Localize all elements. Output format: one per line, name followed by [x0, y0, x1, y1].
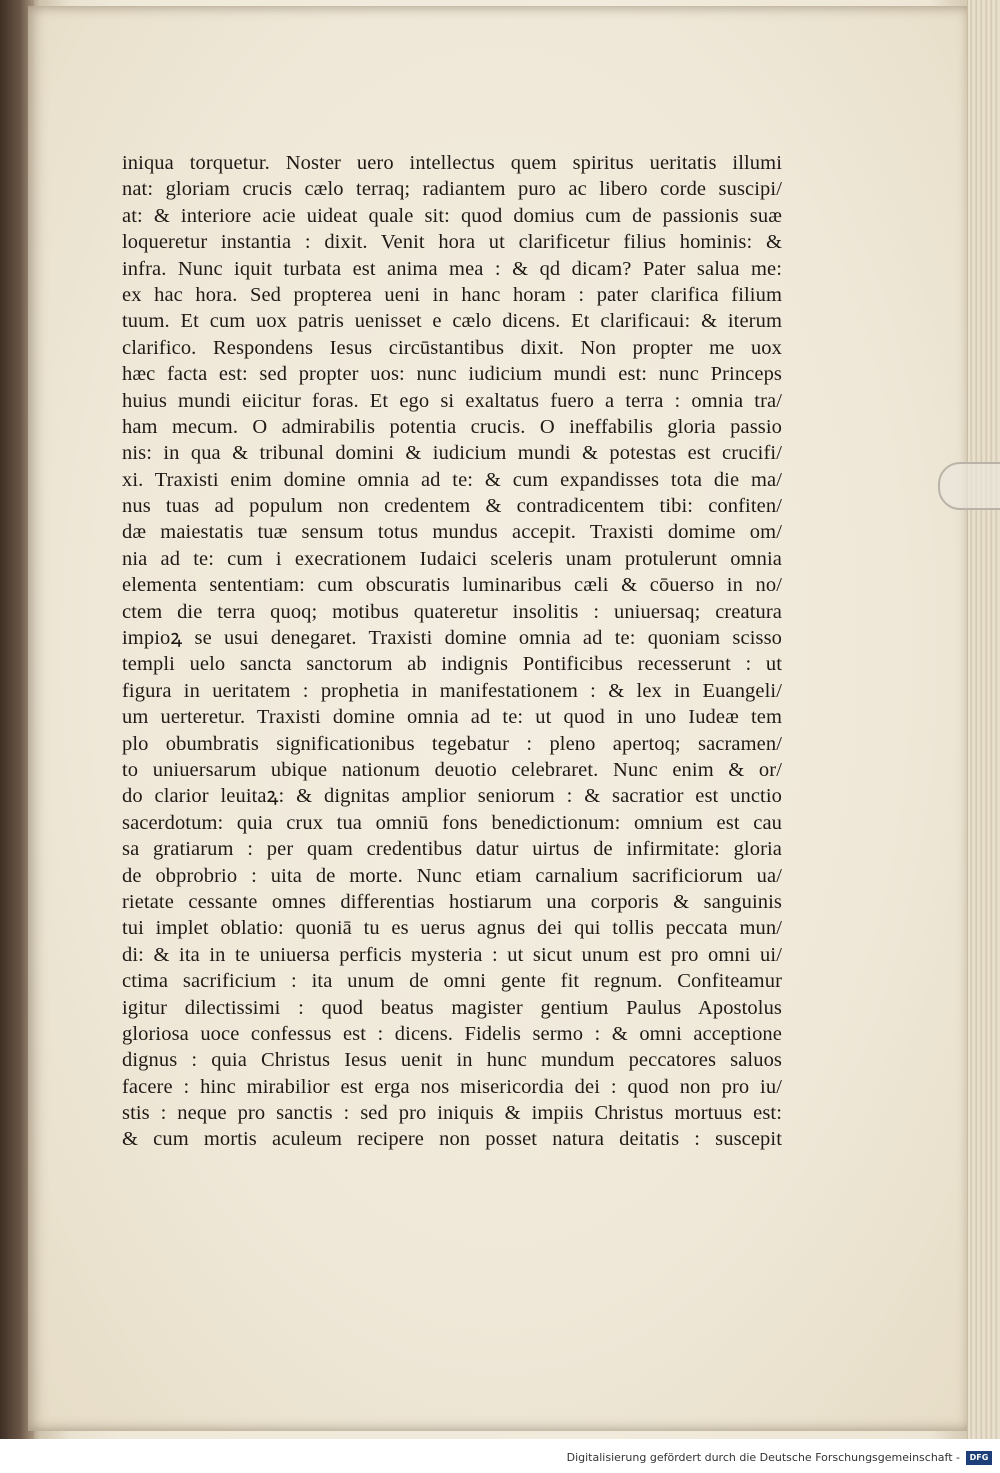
text-line: infra. Nunc iquit turbata est anima mea : & qd dicam? Pater salua me: — [122, 257, 782, 280]
text-line: iniqua torquetur. Noster uero intellectus quem spiritus ueritatis illumi — [122, 152, 782, 174]
text-line: nat: gloriam crucis cælo terraq; radiantem puro ac libero corde suscipi/ — [122, 178, 782, 201]
text-line: sacerdotum: quia crux tua omniū fons benedictionum: omnium est cau — [122, 811, 782, 834]
text-line: huius mundi eiicitur foras. Et ego si exaltatus fuero a terra : omnia tra/ — [122, 389, 782, 412]
footer-bar — [0, 1439, 1000, 1473]
text-line: figura in ueritatem : prophetia in manifestationem : & lex in Euangeli/ — [122, 679, 782, 702]
text-column — [122, 150, 782, 1153]
dfg-logo-icon: DFG — [966, 1451, 992, 1465]
text-line: nus tuas ad populum non credentem & contradicentem tibi: confiten/ — [122, 495, 782, 518]
text-line: tui implet oblatio: quoniā tu es uerus agnus dei qui tollis peccata mun/ — [122, 917, 782, 940]
text-line: nia ad te: cum i execrationem Iudaici sceleris unam protulerunt omnia — [122, 547, 782, 570]
text-line: ham mecum. O admirabilis potentia crucis. O ineffabilis gloria passio — [122, 415, 782, 438]
funding-notice: Digitalisierung gefördert durch die Deutsche Forschungsgemeinschaft - — [566, 1451, 960, 1464]
text-line: ctem die terra quoq; motibus quateretur insolitis : uniuersaq; creatura — [122, 600, 782, 623]
text-line: facere : hinc mirabilior est erga nos misericordia dei : quod non pro iu/ — [122, 1075, 782, 1098]
text-line: sa gratiarum : per quam credentibus datur uirtus de infirmitate: gloria — [122, 838, 782, 861]
page-leaves-edge — [967, 0, 1000, 1440]
text-line: nis: in qua & tribunal domini & iudicium mundi & potestas est crucifi/ — [122, 442, 782, 465]
paper-clip-icon — [938, 462, 1000, 510]
text-line: um uerteretur. Traxisti domine omnia ad te: ut quod in uno Iudeæ tem — [122, 706, 782, 729]
text-line: templi uelo sancta sanctorum ab indignis Pontificibus recesserunt : ut — [122, 653, 782, 676]
text-line: impioꝝ se usui denegaret. Traxisti domine omnia ad te: quoniam scisso — [122, 627, 782, 650]
text-line: at: & interiore acie uideat quale sit: quod domius cum de passionis suæ — [122, 204, 782, 227]
text-line: ctima sacrificium : ita unum de omni gente fit regnum. Confiteamur — [122, 970, 782, 993]
text-line: plo obumbratis significationibus tegebatur : pleno apertoq; sacramen/ — [122, 732, 782, 755]
text-line: do clarior leuitaꝝ: & dignitas amplior seniorum : & sacratior est unctio — [122, 785, 782, 808]
text-line: clarifico. Respondens Iesus circūstantibus dixit. Non propter me uox — [122, 336, 782, 359]
text-line: to uniuersarum ubique nationum deuotio celebraret. Nunc enim & or/ — [122, 758, 782, 781]
text-line: ex hac hora. Sed propterea ueni in hanc horam : pater clarifica filium — [122, 283, 782, 306]
text-line: & cum mortis aculeum recipere non posset natura deitatis : suscepit — [122, 1128, 782, 1151]
text-line: elementa sententiam: cum obscuratis luminaribus cæli & cōuerso in no/ — [122, 574, 782, 597]
text-line: dignus : quia Christus Iesus uenit in hunc mundum peccatores saluos — [122, 1049, 782, 1072]
text-line: dæ maiestatis tuæ sensum totus mundus accepit. Traxisti domime om/ — [122, 521, 782, 544]
text-line: gloriosa uoce confessus est : dicens. Fidelis sermo : & omni acceptione — [122, 1022, 782, 1045]
text-line: igitur dilectissimi : quod beatus magister gentium Paulus Apostolus — [122, 996, 782, 1019]
text-line: hæc facta est: sed propter uos: nunc iudicium mundi est: nunc Princeps — [122, 363, 782, 386]
text-line: xi. Traxisti enim domine omnia ad te: & cum expandisses tota die ma/ — [122, 468, 782, 491]
text-line: de obprobrio : uita de morte. Nunc etiam carnalium sacrificiorum ua/ — [122, 864, 782, 887]
text-line: rietate cessante omnes differentias hostiarum una corporis & sanguinis — [122, 890, 782, 913]
text-line: di: & ita in te uniuersa perficis mysteria : ut sicut unum est pro omni ui/ — [122, 943, 782, 966]
text-line: stis : neque pro sanctis : sed pro iniquis & impiis Christus mortuus est: — [122, 1102, 782, 1125]
text-line: loqueretur instantia : dixit. Venit hora ut clarificetur filius hominis: & — [122, 231, 782, 254]
text-line: tuum. Et cum uox patris uenisset e cælo dicens. Et clarificaui: & iterum — [122, 310, 782, 333]
